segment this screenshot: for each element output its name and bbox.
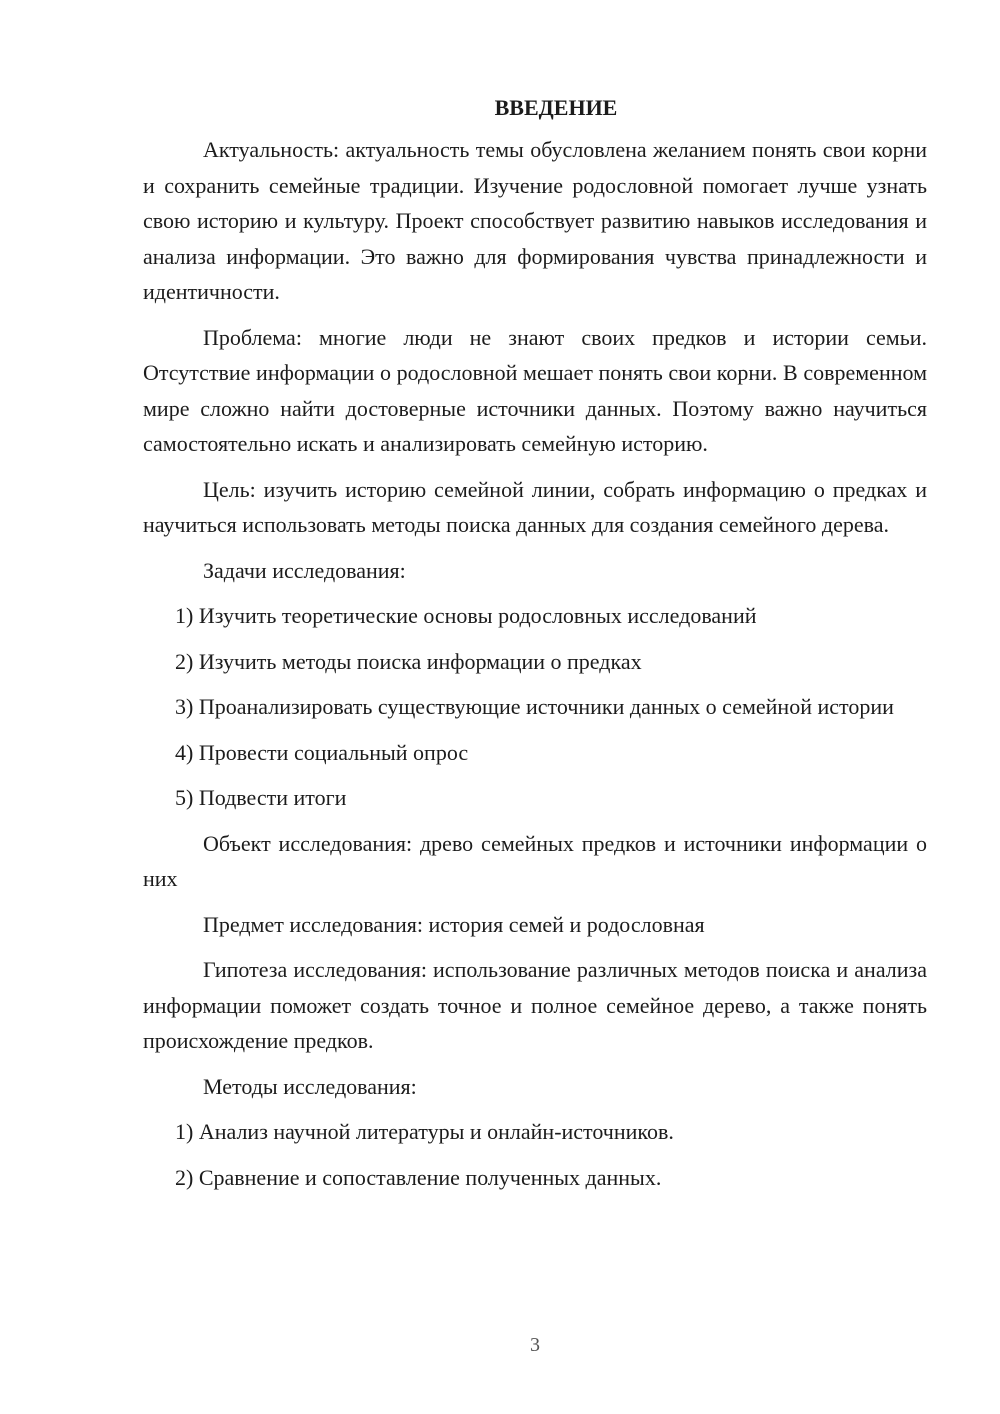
task-item-4: 4) Провести социальный опрос (175, 739, 469, 765)
method-item-1: 1) Анализ научной литературы и онлайн-источников. (175, 1119, 674, 1144)
relevance-paragraph: Актуальность: актуальность темы обусловлена желанием понять свои корни и сохранить семейные традиции. Изучение родословной помогает лучше узнать свою историю и культуру. Проект способствует развитию навыков исследования и анализа информации. Это важно для формирования чувства принадлежности и идентичности. (143, 137, 927, 304)
task-item-5: 5) Подвести итоги (175, 785, 347, 810)
task-item-2: 2) Изучить методы поиска информации о предках (175, 648, 642, 674)
hypothesis-paragraph: Гипотеза исследования: использование различных методов поиска и анализа информации поможет создать точное и полное семейное дерево, а также понять происхождение предков. (143, 957, 927, 1053)
task-item-3: 3) Проанализировать существующие источники данных о семейной истории (175, 694, 894, 719)
goal-paragraph: Цель: изучить историю семейной линии, собрать информацию о предках и научиться использовать методы поиска данных для создания семейного дерева. (143, 476, 927, 537)
method-item-2: 2) Сравнение и сопоставление полученных данных. (175, 1164, 662, 1190)
object-paragraph: Объект исследования: древо семейных предков и источники информации о них (143, 830, 927, 891)
problem-paragraph: Проблема: многие люди не знают своих предков и истории семьи. Отсутствие информации о родословной мешает понять свои корни. В современном мире сложно найти достоверные источники данных. Поэтому важно научиться самостоятельно искать и анализировать семейную историю. (143, 324, 927, 456)
page-number: 3 (530, 1334, 540, 1356)
page-title: ВВЕДЕНИЕ (494, 95, 618, 120)
tasks-heading: Задачи исследования: (203, 557, 406, 583)
subject-paragraph: Предмет исследования: история семей и родословная (203, 911, 705, 937)
task-item-1: 1) Изучить теоретические основы родословных исследований (175, 603, 757, 628)
methods-heading: Методы исследования: (203, 1073, 417, 1099)
